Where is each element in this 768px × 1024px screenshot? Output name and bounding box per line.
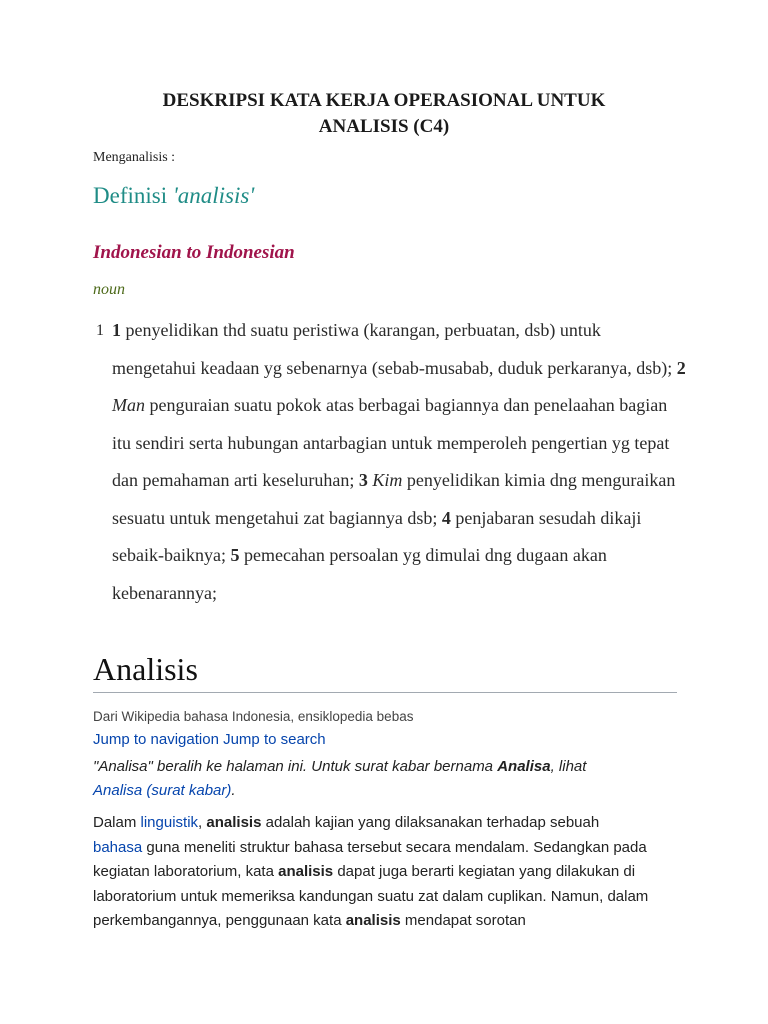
jump-links: [93, 731, 326, 748]
hatnote-text: , lihat: [550, 758, 587, 775]
hatnote-text: .: [231, 782, 236, 799]
hatnote: [93, 755, 693, 803]
definition-body: [96, 312, 686, 612]
sense-number: 3: [358, 470, 368, 490]
document-title: [90, 88, 678, 140]
sense-text: penyelidikan kimia dng menguraikan sesuatu untuk mengetahui zat bagiannya dsb;: [112, 470, 676, 528]
definition-list: [96, 312, 686, 612]
hatnote-bold-term: Analisa: [497, 758, 551, 775]
part-of-speech-label: noun: [93, 281, 125, 298]
para-text: dapat juga berarti kegiatan yang dilakukan di laboratorium untuk memeriksa kandungan suatu zat dalam cuplikan. Namun, dalam perkembangannya, penggunaan kata: [93, 863, 649, 929]
wiki-article-title: Analisis: [93, 650, 677, 693]
sense-number: 5: [230, 545, 240, 565]
wiki-tagline: Dari Wikipedia bahasa Indonesia, ensiklopedia bebas: [93, 709, 414, 724]
linguistik-link[interactable]: linguistik: [140, 814, 199, 831]
analisa-surat-kabar-link[interactable]: Analisa (surat kabar): [93, 782, 232, 799]
sense-domain-label: Kim: [372, 470, 403, 490]
para-text: ,: [198, 814, 207, 831]
para-text: guna meneliti struktur bahasa tersebut secara mendalam. Sedangkan pada kegiatan laboratorium, kata: [93, 838, 647, 880]
sense-number: 2: [676, 357, 686, 378]
para-text: adalah kajian yang dilaksanakan terhadap sebuah: [261, 814, 600, 831]
jump-to-search-link[interactable]: Jump to search: [223, 731, 326, 748]
list-number: 1: [96, 322, 104, 339]
wiki-intro-paragraph: [93, 811, 683, 934]
sense-text: penjabaran sesudah dikaji sebaik-baiknya;: [112, 507, 642, 565]
bold-term: analisis: [278, 863, 334, 880]
bold-term: analisis: [345, 912, 401, 929]
dictionary-heading: Indonesian to Indonesian: [93, 242, 295, 263]
definition-heading-prefix: Definisi: [93, 183, 173, 208]
sense-number: 1: [112, 320, 121, 340]
jump-to-navigation-link[interactable]: Jump to navigation: [93, 731, 219, 748]
definition-heading: [93, 183, 254, 209]
bold-term: analisis: [206, 814, 262, 831]
hatnote-text: "Analisa" beralih ke halaman ini. Untuk surat kabar bernama: [93, 758, 498, 775]
bahasa-link[interactable]: bahasa: [93, 838, 143, 856]
sense-text: penyelidikan thd suatu peristiwa (karangan, perbuatan, dsb) untuk mengetahui keadaan yg sebenarnya (sebab-musabab, duduk perkaranya, dsb);: [112, 320, 673, 378]
para-text: mendapat sorotan: [400, 912, 526, 929]
sense-number: 4: [441, 507, 451, 528]
intro-label: Menganalisis :: [93, 150, 176, 165]
definition-heading-term: 'analisis': [172, 183, 255, 208]
title-line-2: ANALISIS (C4): [318, 116, 450, 137]
sense-text: pemecahan persoalan yg dimulai dng dugaan akan kebenarannya;: [112, 545, 607, 603]
sense-domain-label: Man: [112, 395, 145, 415]
para-text: Dalam: [93, 814, 141, 831]
sense-text: penguraian suatu pokok atas berbagai bagiannya dan penelaahan bagian itu sendiri serta hubungan antarbagian untuk memperoleh pengertian yg tepat dan pemahaman arti keseluruhan;: [112, 395, 670, 490]
title-line-1: DESKRIPSI KATA KERJA OPERASIONAL UNTUK: [162, 90, 606, 111]
